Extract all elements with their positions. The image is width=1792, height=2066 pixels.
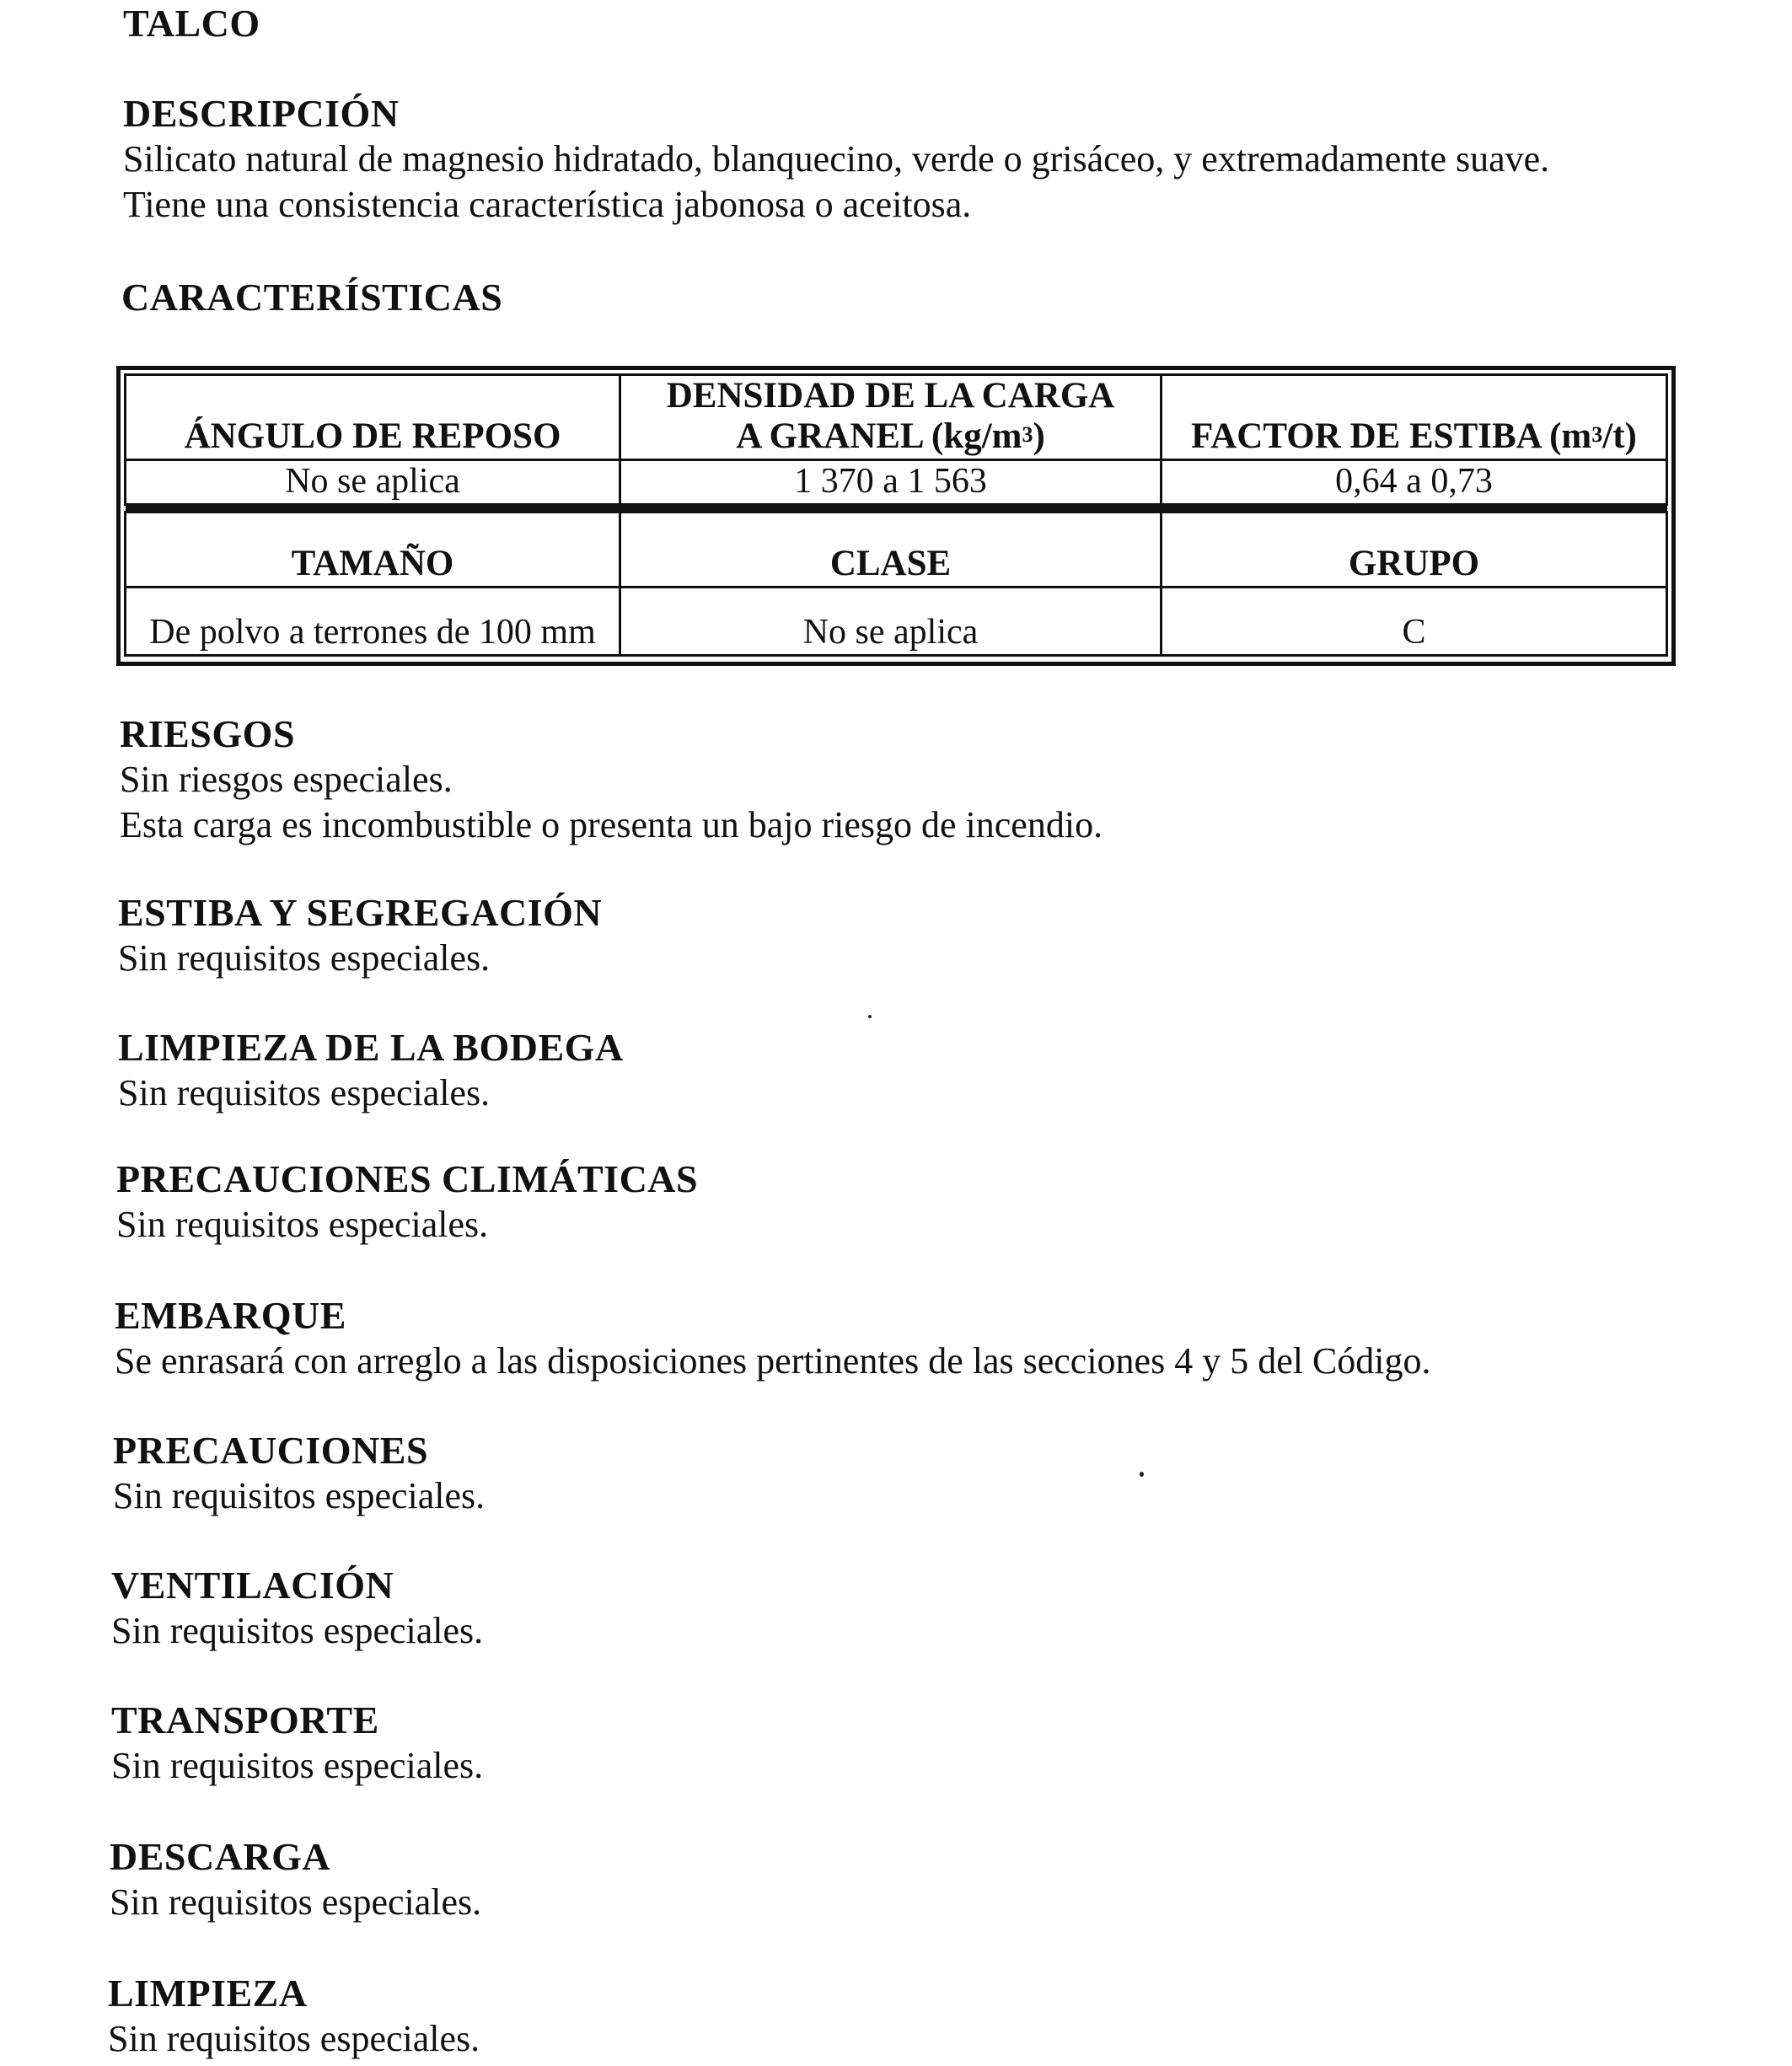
header-densidad bbox=[620, 375, 1162, 460]
section-precauciones bbox=[113, 1428, 485, 1519]
section-text: Sin riesgos especiales. bbox=[120, 759, 453, 800]
section-heading: DESCRIPCIÓN bbox=[123, 92, 400, 135]
header-densidad-close: ) bbox=[1033, 416, 1045, 456]
section-caracteristicas bbox=[121, 275, 502, 320]
section-limpieza bbox=[108, 1971, 480, 2062]
section-precauciones-climaticas bbox=[116, 1156, 698, 1248]
value-densidad: 1 370 a 1 563 bbox=[620, 460, 1162, 505]
value-angulo: No se aplica bbox=[126, 460, 620, 505]
document-title: TALCO bbox=[123, 2, 260, 45]
header-densidad-line2: A GRANEL (kg/m bbox=[736, 416, 1022, 456]
section-riesgos bbox=[120, 711, 1103, 848]
section-heading: ESTIBA Y SEGREGACIÓN bbox=[118, 891, 603, 934]
section-text: Esta carga es incombustible o presenta un bajo riesgo de incendio. bbox=[120, 804, 1103, 845]
section-descarga bbox=[110, 1834, 481, 1925]
section-heading: LIMPIEZA DE LA BODEGA bbox=[118, 1026, 624, 1069]
value-factor: 0,64 a 0,73 bbox=[1162, 460, 1667, 505]
header-densidad-line1: DENSIDAD DE LA CARGA bbox=[666, 376, 1115, 416]
scan-speck bbox=[868, 1015, 872, 1018]
header-factor-label: FACTOR DE ESTIBA (m bbox=[1191, 416, 1592, 456]
section-text: Sin requisitos especiales. bbox=[111, 1610, 484, 1651]
section-text: Sin requisitos especiales. bbox=[118, 1072, 491, 1113]
section-heading: RIESGOS bbox=[120, 712, 296, 755]
section-heading: VENTILACIÓN bbox=[111, 1564, 394, 1607]
header-factor bbox=[1162, 375, 1667, 460]
value-clase: No se aplica bbox=[620, 588, 1162, 656]
header-clase: CLASE bbox=[620, 512, 1162, 588]
value-grupo: C bbox=[1162, 588, 1667, 656]
header-angulo: ÁNGULO DE REPOSO bbox=[126, 375, 620, 460]
section-text: Sin requisitos especiales. bbox=[108, 2018, 480, 2059]
section-text: Silicato natural de magnesio hidratado, blanquecino, verde o grisáceo, y extremadamente suave. bbox=[123, 138, 1550, 180]
section-heading: TRANSPORTE bbox=[111, 1698, 379, 1741]
section-transporte bbox=[111, 1698, 483, 1789]
table-header-row bbox=[126, 512, 1667, 588]
table-row bbox=[126, 460, 1667, 505]
value-tamano: De polvo a terrones de 100 mm bbox=[126, 588, 620, 656]
superscript: 3 bbox=[1591, 422, 1603, 447]
section-heading: EMBARQUE bbox=[115, 1294, 346, 1337]
section-heading: PRECAUCIONES bbox=[113, 1429, 429, 1472]
section-estiba bbox=[118, 890, 602, 981]
section-text: Sin requisitos especiales. bbox=[118, 937, 491, 979]
superscript: 3 bbox=[1022, 422, 1033, 447]
section-text: Sin requisitos especiales. bbox=[116, 1204, 489, 1245]
section-descripcion bbox=[123, 91, 1549, 228]
section-heading: DESCARGA bbox=[110, 1835, 331, 1878]
table-row bbox=[126, 588, 1667, 656]
section-text: Sin requisitos especiales. bbox=[113, 1475, 486, 1516]
header-tamano: TAMAÑO bbox=[126, 512, 620, 588]
section-limpieza-bodega bbox=[118, 1025, 624, 1116]
table-header-row bbox=[126, 375, 1667, 460]
table-separator bbox=[126, 505, 1667, 512]
section-heading: LIMPIEZA bbox=[108, 1972, 308, 2015]
characteristics-table bbox=[116, 366, 1676, 666]
section-text: Se enrasará con arreglo a las disposiciones pertinentes de las secciones 4 y 5 del Código. bbox=[115, 1340, 1431, 1382]
section-text: Sin requisitos especiales. bbox=[110, 1881, 482, 1923]
scan-speck bbox=[1140, 1472, 1144, 1477]
section-ventilacion bbox=[111, 1563, 483, 1654]
section-heading: PRECAUCIONES CLIMÁTICAS bbox=[116, 1157, 699, 1200]
header-factor-close: /t) bbox=[1602, 416, 1637, 456]
section-text: Sin requisitos especiales. bbox=[111, 1745, 484, 1786]
section-embarque bbox=[115, 1293, 1431, 1384]
section-text: Tiene una consistencia característica jabonosa o aceitosa. bbox=[123, 184, 972, 225]
header-grupo: GRUPO bbox=[1162, 512, 1667, 588]
section-heading: CARACTERÍSTICAS bbox=[121, 276, 503, 319]
